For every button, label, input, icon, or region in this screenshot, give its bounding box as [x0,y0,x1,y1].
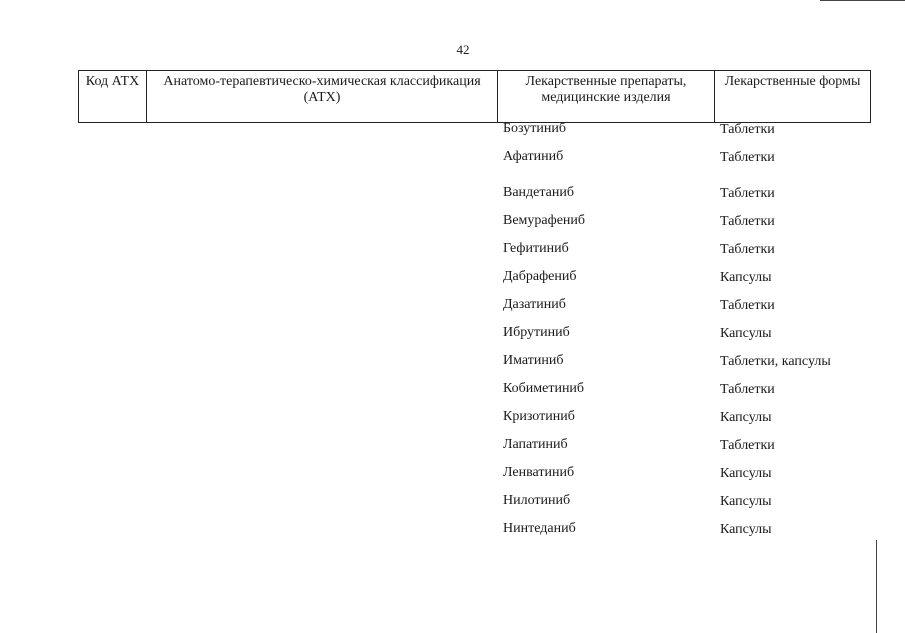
list-item [0,121,905,143]
list-item [0,149,905,171]
drug-name: Лапатиниб [503,437,568,452]
list-item [0,269,905,291]
drug-name: Иматиниб [503,353,564,368]
dosage-form: Таблетки [720,214,775,229]
dosage-form: Капсулы [720,410,772,425]
list-item [0,185,905,207]
list-item [0,493,905,515]
drug-name: Афатиниб [503,149,564,164]
drug-name: Нинтеданиб [503,521,576,536]
list-item [0,465,905,487]
list-item [0,325,905,347]
dosage-form: Таблетки [720,150,775,165]
drug-name: Ибрутиниб [503,325,570,340]
list-item [0,437,905,459]
header-drugs-devices: Лекарственные препараты, медицинские изделия [498,71,715,123]
drug-name: Нилотиниб [503,493,571,508]
dosage-form: Таблетки, капсулы [720,354,831,369]
drug-name: Дазатиниб [503,297,566,312]
drug-name: Кризотиниб [503,409,575,424]
dosage-form: Капсулы [720,494,772,509]
dosage-form: Таблетки [720,382,775,397]
scan-margin-line [876,540,877,633]
header-code-atc: Код АТХ [79,71,147,123]
drug-name: Вемурафениб [503,213,586,228]
drug-name: Бозутиниб [503,121,566,136]
drug-name: Кобиметиниб [503,381,585,396]
dosage-form: Капсулы [720,522,772,537]
dosage-form: Капсулы [720,466,772,481]
list-item [0,353,905,375]
list-item [0,381,905,403]
dosage-form: Капсулы [720,326,772,341]
dosage-form: Таблетки [720,122,775,137]
page-number: 42 [456,42,470,57]
drug-name: Вандетаниб [503,185,574,200]
list-item [0,409,905,431]
header-atc-classification: Анатомо-терапевтическо-химическая классификация (АТХ) [147,71,498,123]
drug-name: Ленватиниб [503,465,575,480]
dosage-form: Капсулы [720,270,772,285]
header-dosage-forms: Лекарственные формы [715,71,871,123]
list-item [0,521,905,543]
dosage-form: Таблетки [720,438,775,453]
list-item [0,213,905,235]
dosage-form: Таблетки [720,242,775,257]
drug-name: Дабрафениб [503,269,577,284]
drug-name: Гефитиниб [503,241,569,256]
dosage-form: Таблетки [720,298,775,313]
list-item [0,241,905,263]
list-item [0,297,905,319]
dosage-form: Таблетки [720,186,775,201]
